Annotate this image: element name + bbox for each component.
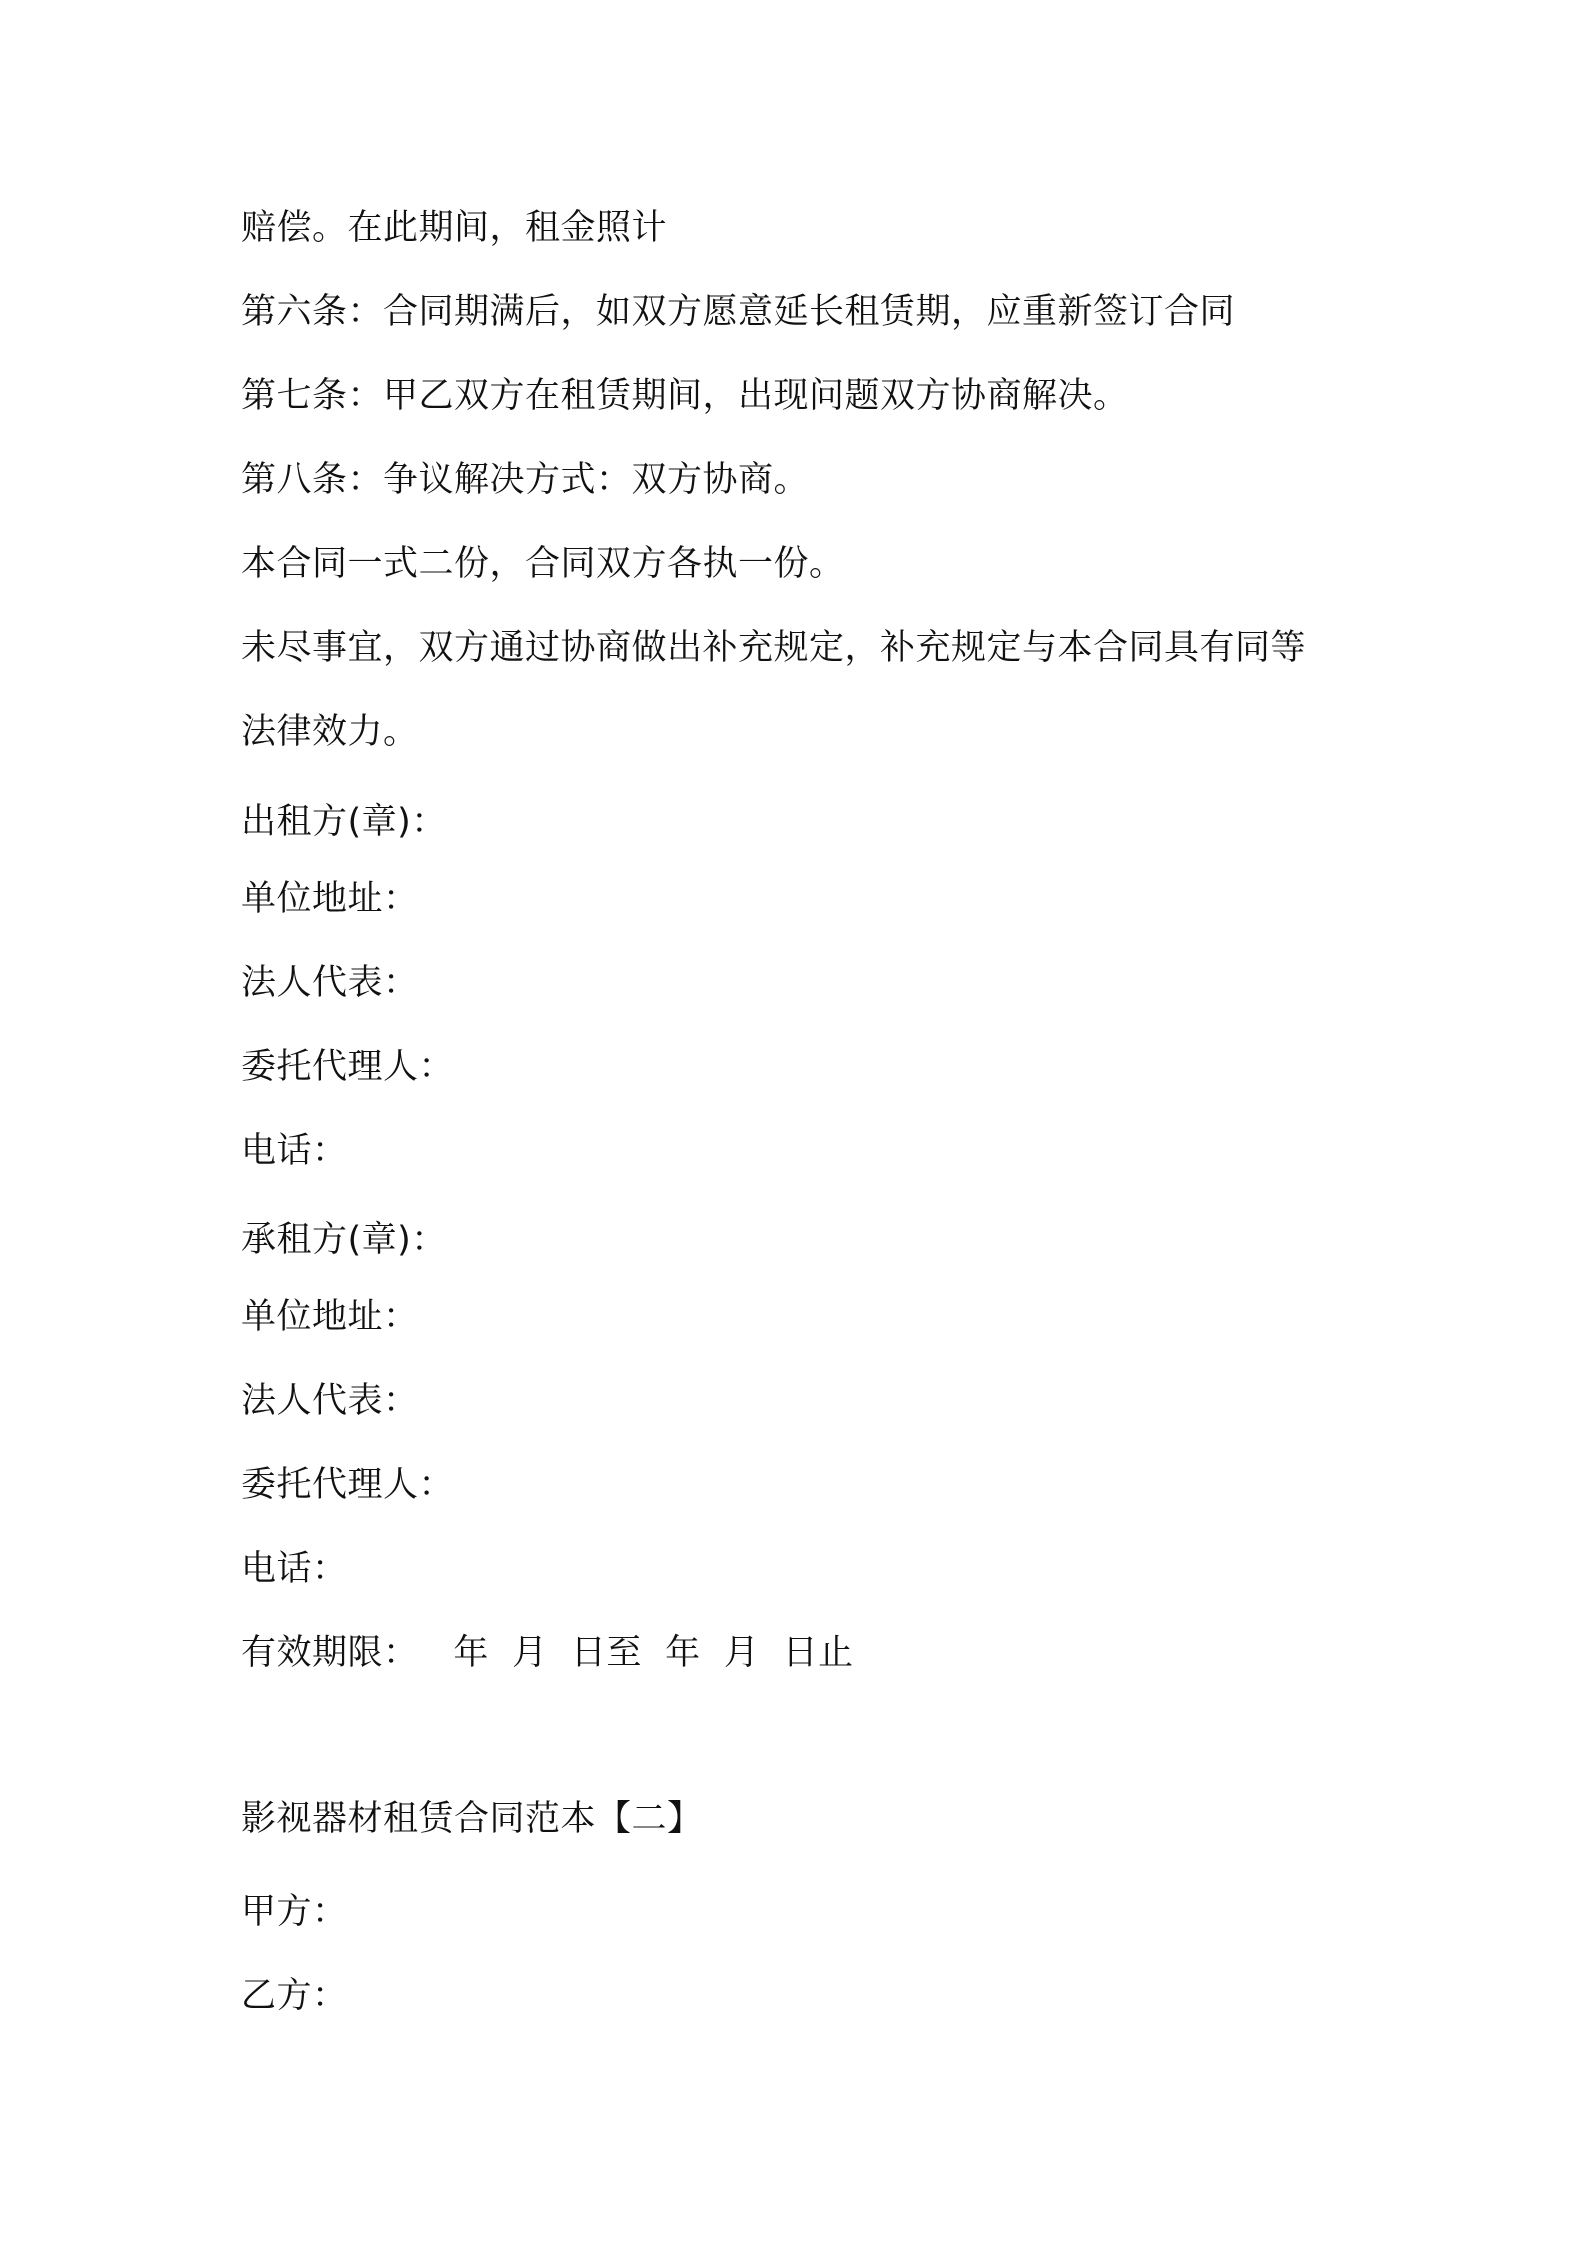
clause-8: 第八条：争议解决方式：双方协商。 (241, 460, 810, 500)
party-b-label: 乙方： (241, 1976, 348, 2016)
lessor-title: 出租方(章)： (241, 802, 447, 842)
validity-period: 有效期限： 年 月 日至 年 月 日止 (241, 1633, 854, 1673)
lessee-title: 承租方(章)： (241, 1220, 447, 1260)
lessee-phone: 电话： (241, 1549, 348, 1589)
supplementary-statement: 未尽事宜，双方通过协商做出补充规定，补充规定与本合同具有同等 (241, 628, 1307, 668)
lessor-phone: 电话： (241, 1131, 348, 1171)
supplementary-statement-continued: 法律效力。 (241, 712, 419, 752)
party-a-label: 甲方： (241, 1892, 348, 1932)
lessor-address: 单位地址： (241, 879, 419, 919)
clause-7: 第七条：甲乙双方在租赁期间，出现问题双方协商解决。 (241, 376, 1129, 416)
clause-text: 赔偿。在此期间，租金照计 (241, 208, 668, 248)
second-contract-title: 影视器材租赁合同范本【二】 (241, 1799, 703, 1839)
clause-6: 第六条：合同期满后，如双方愿意延长租赁期，应重新签订合同 (241, 292, 1236, 332)
lessor-agent: 委托代理人： (241, 1047, 455, 1087)
lessee-legal-rep: 法人代表： (241, 1381, 419, 1421)
lessor-legal-rep: 法人代表： (241, 963, 419, 1003)
copies-statement: 本合同一式二份，合同双方各执一份。 (241, 544, 845, 584)
lessee-address: 单位地址： (241, 1297, 419, 1337)
lessee-agent: 委托代理人： (241, 1465, 455, 1505)
